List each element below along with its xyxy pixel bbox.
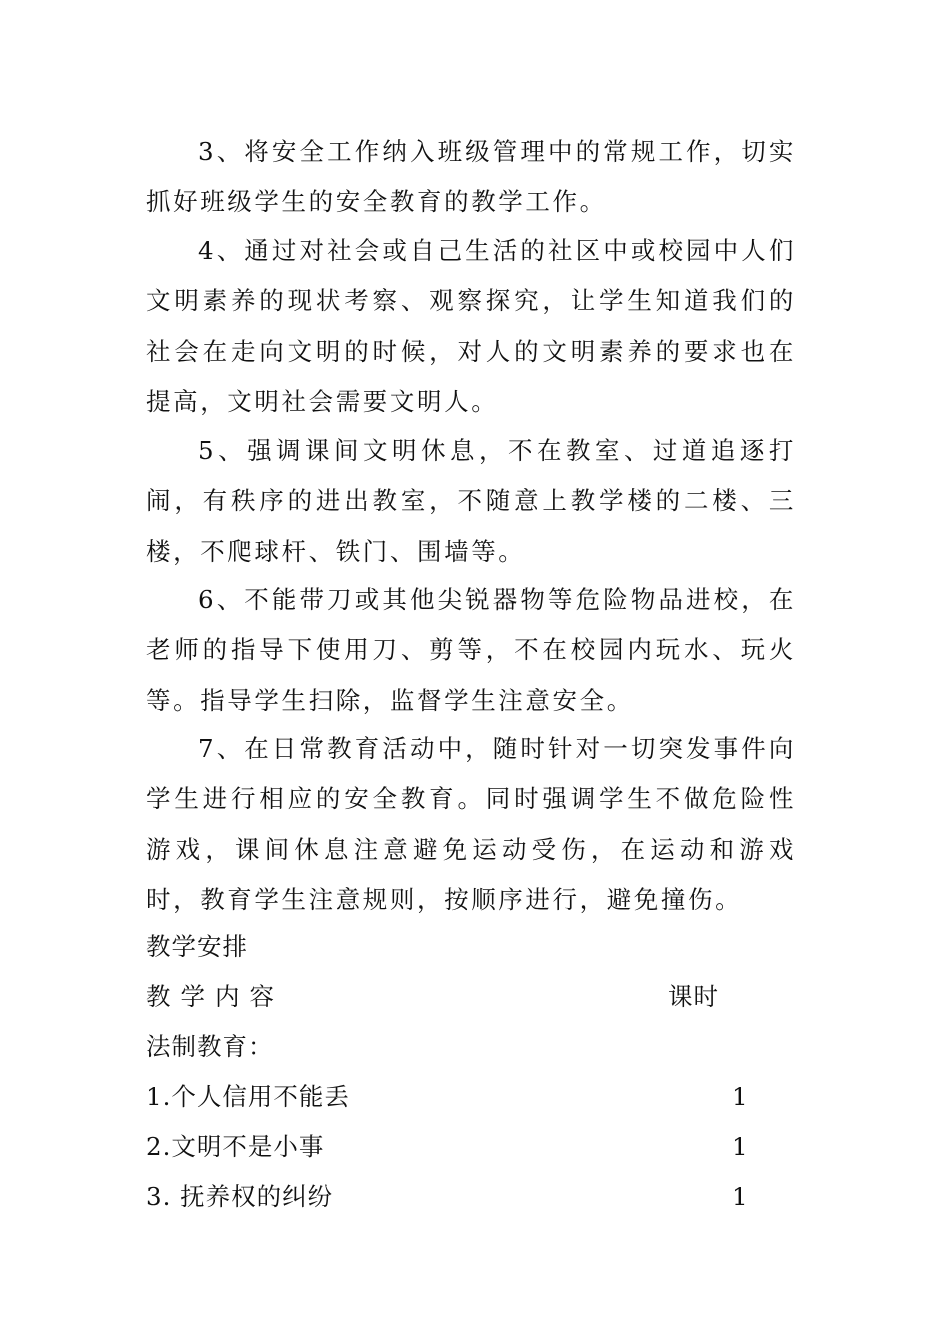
lesson-hours: 1 [732, 1132, 748, 1161]
paragraph-item-3: 3、将安全工作纳入班级管理中的常规工作，切实抓好班级学生的安全教育的教学工作。 [146, 137, 796, 217]
lesson-name: 1.个人信用不能丢 [146, 1082, 350, 1111]
lesson-hours: 1 [732, 1082, 748, 1111]
paragraph-item-6: 6、不能带刀或其他尖锐器物等危险物品进校，在老师的指导下使用刀、剪等，不在校园内玩水、玩火等。指导学生扫除，监督学生注意安全。 [146, 585, 796, 715]
schedule-title: 教学安排 [146, 932, 248, 961]
paragraph-item-7: 7、在日常教育活动中，随时针对一切突发事件向学生进行相应的安全教育。同时强调学生不做危险性游戏，课间休息注意避免运动受伤，在运动和游戏时，教育学生注意规则，按顺序进行，避免撞伤。 [146, 734, 796, 915]
schedule-row [146, 1172, 746, 1222]
lesson-hours: 1 [732, 1182, 748, 1211]
schedule-row [146, 1122, 746, 1172]
schedule-category: 法制教育： [146, 1032, 274, 1061]
column-header-content: 教学内容 [146, 982, 284, 1011]
paragraph-item-4: 4、通过对社会或自己生活的社区中或校园中人们文明素养的现状考察、观察探究，让学生知道我们的社会在走向文明的时候，对人的文明素养的要求也在提高，文明社会需要文明人。 [146, 236, 796, 417]
column-header-hours: 课时 [668, 982, 719, 1011]
lesson-name: 3. 抚养权的纠纷 [146, 1182, 334, 1211]
schedule-row [146, 1072, 746, 1122]
lesson-name: 2.文明不是小事 [146, 1132, 325, 1161]
paragraph-item-5: 5、强调课间文明休息，不在教室、过道追逐打闹，有秩序的进出教室，不随意上教学楼的二楼、三楼，不爬球杆、铁门、围墙等。 [146, 436, 796, 566]
